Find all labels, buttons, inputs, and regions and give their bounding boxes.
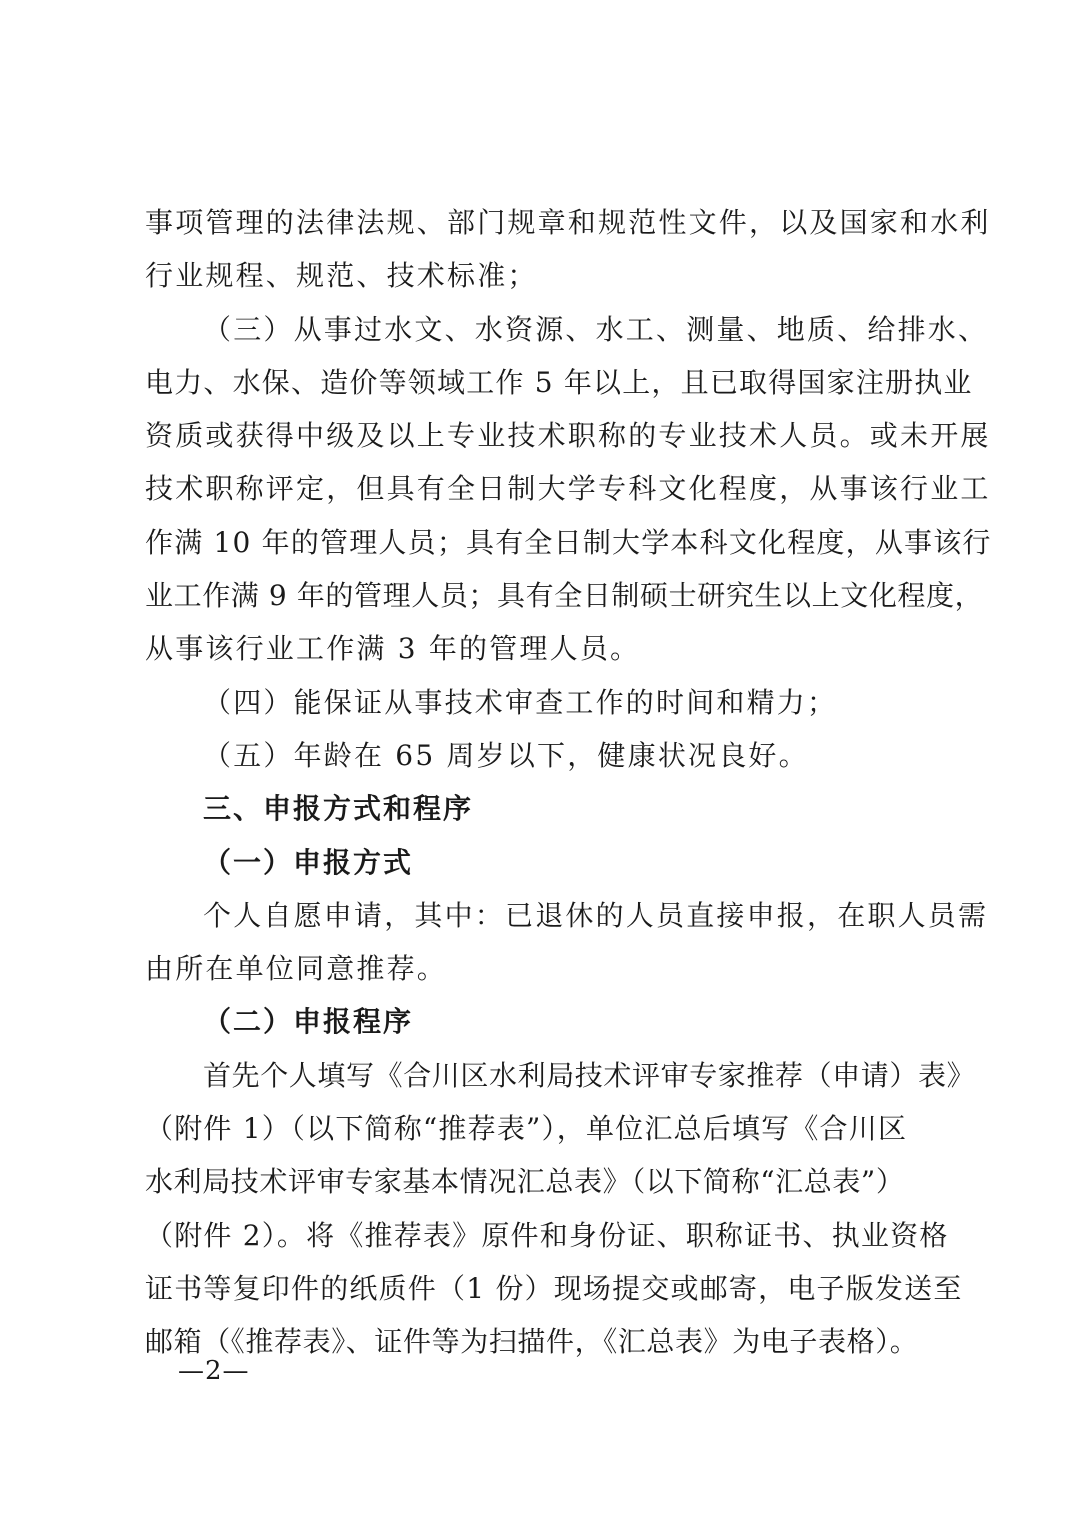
text-line: 资质或获得中级及以上专业技术职称的专业技术人员。或未开展 xyxy=(145,419,991,453)
page-number: —2— xyxy=(178,1356,250,1386)
text-line: （附件 2）。将《推荐表》原件和身份证、职称证书、执业资格 xyxy=(145,1218,949,1252)
text-line: 业工作满 9 年的管理人员；具有全日制硕士研究生以上文化程度， xyxy=(145,579,984,613)
text-line: 邮箱（《推荐表》、证件等为扫描件，《汇总表》为电子表格）。 xyxy=(145,1325,919,1359)
text-line: 事项管理的法律法规、部门规章和规范性文件，以及国家和水利 xyxy=(145,206,991,239)
text-line: 作满 10 年的管理人员；具有全日制大学本科文化程度，从事该行 xyxy=(145,525,992,559)
text-line: 电力、水保、造价等领域工作 5 年以上，且已取得国家注册执业 xyxy=(145,365,973,399)
text-line: 由所在单位同意推荐。 xyxy=(145,952,448,986)
subsection-heading: （一）申报方式 xyxy=(203,845,414,879)
section-heading: 三、申报方式和程序 xyxy=(203,792,474,826)
body-text xyxy=(145,196,992,1369)
text-line: 个人自愿申请，其中：已退休的人员直接申报，在职人员需 xyxy=(203,898,989,932)
text-line: 水利局技术评审专家基本情况汇总表》（以下简称“汇总表”） xyxy=(145,1165,905,1199)
text-line: 行业规程、规范、技术标准； xyxy=(145,259,538,293)
subsection-heading: （二）申报程序 xyxy=(203,1005,414,1039)
text-line: 技术职称评定，但具有全日制大学专科文化程度，从事该行业工 xyxy=(145,472,991,506)
text-line: （四）能保证从事技术审查工作的时间和精力； xyxy=(203,685,838,719)
text-line: （五）年龄在 65 周岁以下，健康状况良好。 xyxy=(203,738,809,772)
text-line: （附件 1）（以下简称“推荐表”），单位汇总后填写《合川区 xyxy=(145,1112,908,1146)
text-line: 首先个人填写《合川区水利局技术评审专家推荐（申请）表》 xyxy=(203,1058,976,1092)
text-line: （三）从事过水文、水资源、水工、测量、地质、给排水、 xyxy=(203,312,989,346)
text-line: 证书等复印件的纸质件（1 份）现场提交或邮寄，电子版发送至 xyxy=(145,1271,963,1305)
text-line: 从事该行业工作满 3 年的管理人员。 xyxy=(145,632,641,666)
